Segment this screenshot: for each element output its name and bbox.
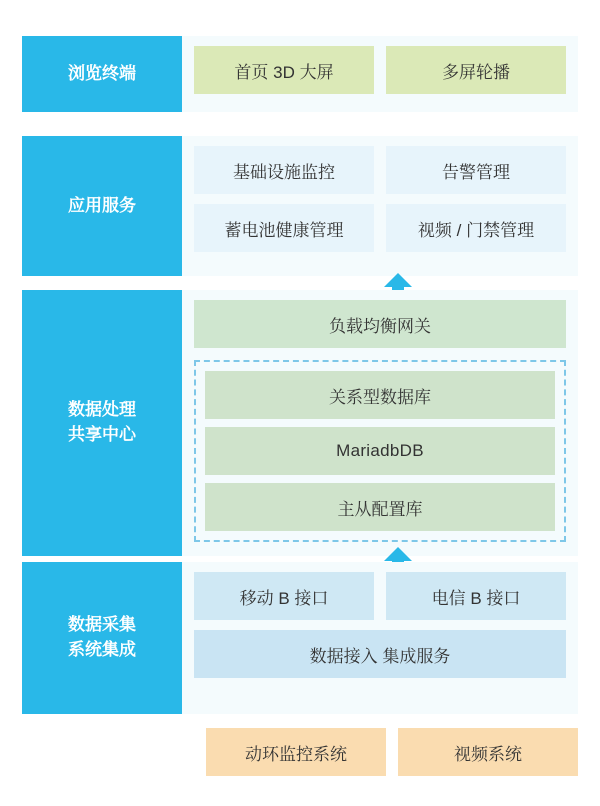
- node-data-access-integration-service[interactable]: [194, 630, 566, 678]
- node-alarm-management-label: 告警管理: [442, 162, 510, 182]
- row-app-services-1: [194, 146, 566, 194]
- band-label-application-services-text: 应用服务: [68, 195, 136, 215]
- node-battery-health-management[interactable]: [194, 204, 374, 252]
- node-power-environment-monitoring-system-label: 动环监控系统: [245, 744, 347, 764]
- band-browse-terminal: [22, 36, 578, 112]
- band-label-data-collection-integration: [22, 562, 182, 714]
- node-telecom-b-interface[interactable]: [386, 572, 566, 620]
- node-mobile-b-interface[interactable]: [194, 572, 374, 620]
- node-data-access-integration-service-label: 数据接入 集成服务: [309, 646, 451, 666]
- node-alarm-management[interactable]: [386, 146, 566, 194]
- node-load-balancing-gateway-label: 负载均衡网关: [329, 316, 431, 336]
- band-application-services: [22, 136, 578, 276]
- node-relational-database[interactable]: [205, 371, 555, 419]
- band-label-data-processing-center: [22, 290, 182, 556]
- band-label-browse-terminal-text: 浏览终端: [68, 63, 136, 83]
- band-data-collection-integration: [22, 562, 578, 714]
- row-integration-service: [194, 630, 566, 678]
- row-source-systems: [206, 728, 578, 776]
- node-mobile-b-interface-label: 移动 B 接口: [239, 588, 329, 608]
- node-relational-database-label: 关系型数据库: [329, 387, 431, 407]
- node-master-slave-config-db[interactable]: [205, 483, 555, 531]
- node-power-environment-monitoring-system[interactable]: [206, 728, 386, 776]
- band-label-data-collection-integration-line2: 系统集成: [68, 640, 136, 659]
- band-body-application-services: [182, 136, 578, 276]
- band-label-application-services: [22, 136, 182, 276]
- node-master-slave-config-db-label: 主从配置库: [337, 499, 423, 519]
- band-label-data-collection-integration-line1: 数据采集: [68, 615, 136, 635]
- node-battery-health-management-label: 蓄电池健康管理: [224, 220, 344, 240]
- band-body-data-collection-integration: [182, 562, 578, 714]
- band-body-data-processing-center: [182, 290, 578, 556]
- node-video-system[interactable]: [398, 728, 578, 776]
- node-video-access-control-management[interactable]: [386, 204, 566, 252]
- row-interfaces: [194, 572, 566, 620]
- group-database-cluster: [194, 360, 566, 542]
- node-video-system-label: 视频系统: [454, 744, 522, 764]
- row-browse-terminal: [194, 46, 566, 94]
- node-home-3d-screen-label: 首页 3D 大屏: [234, 62, 334, 82]
- row-app-services-2: [194, 204, 566, 252]
- node-load-balancing-gateway[interactable]: [194, 300, 566, 348]
- node-home-3d-screen[interactable]: [194, 46, 374, 94]
- node-mariadb-label: MariadbDB: [336, 441, 424, 460]
- node-infrastructure-monitoring[interactable]: [194, 146, 374, 194]
- node-infrastructure-monitoring-label: 基础设施监控: [233, 162, 335, 182]
- band-data-processing-center: [22, 290, 578, 556]
- band-label-browse-terminal: [22, 36, 182, 112]
- node-multiscreen-broadcast[interactable]: [386, 46, 566, 94]
- node-video-access-control-management-label: 视频 / 门禁管理: [417, 220, 535, 240]
- node-telecom-b-interface-label: 电信 B 接口: [431, 588, 521, 608]
- row-load-balancer: [194, 300, 566, 348]
- node-mariadb[interactable]: [205, 427, 555, 475]
- node-multiscreen-broadcast-label: 多屏轮播: [442, 62, 510, 82]
- band-label-data-processing-center-line2: 共享中心: [68, 425, 136, 444]
- band-body-browse-terminal: [182, 36, 578, 112]
- band-label-data-processing-center-line1: 数据处理: [68, 400, 136, 420]
